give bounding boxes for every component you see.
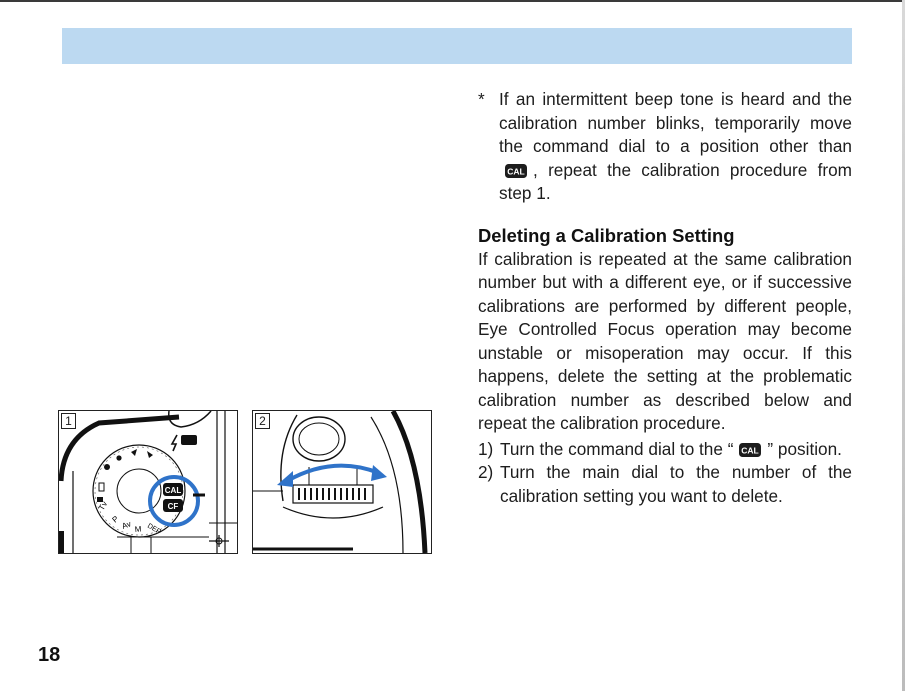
rotate-arrow-icon: [277, 465, 387, 487]
cal-icon-text: CAL: [741, 445, 760, 456]
cal-icon: [739, 443, 761, 457]
note-text-before: If an intermittent beep tone is heard and the calibration number blinks, temporarily move the command dial to a position other than: [499, 89, 852, 156]
note-text-after: , repeat the calibration procedure from step 1.: [499, 159, 852, 203]
dial-mark-m: M: [134, 524, 142, 534]
figure-main-dial: [252, 410, 432, 554]
step-number: 2): [478, 462, 494, 482]
page-number: 18: [38, 644, 61, 666]
flash-mode-icon: [181, 435, 197, 445]
step-text-after: ” position.: [767, 438, 842, 459]
cal-icon-text: CAL: [507, 166, 525, 177]
step-number: 1): [478, 438, 494, 459]
dial-mark-av: Av: [120, 519, 133, 531]
section-paragraph: If calibration is repeated at the same calibration number but with a different eye, or if successive calibrations are performed by different people, Eye Controlled Focus operation may become unstable or misoperation may occur. If this happens, delete the setting at the problematic calibration number as described below and repeat the calibration procedure.: [478, 248, 852, 433]
figure-label: 1: [61, 413, 76, 429]
cal-icon: [505, 164, 527, 178]
step-item: [478, 438, 852, 462]
figure-command-dial: [58, 410, 238, 554]
cf-mark-text: CF: [167, 502, 179, 511]
main-dial-illustration: [253, 411, 431, 553]
step-text: Turn the main dial to the number of the calibration setting you want to delete.: [500, 462, 852, 506]
steps-list: [478, 438, 852, 509]
step-item: [478, 461, 852, 508]
section-heading: Deleting a Calibration Setting: [478, 224, 735, 246]
warning-note: [478, 88, 852, 206]
figure-label: 2: [255, 413, 270, 429]
step-text-before: Turn the command dial to the “: [500, 438, 734, 459]
dial-mark-tv: Tv: [96, 499, 110, 512]
flash-icon: [172, 435, 177, 451]
note-marker: *: [478, 89, 485, 109]
header-band: [62, 28, 852, 64]
dial-mark-p: P: [110, 514, 121, 525]
command-dial-illustration: [59, 411, 237, 553]
dial-mark-dep: DEP: [146, 522, 162, 536]
cal-mark-text: CAL: [164, 486, 182, 495]
top-rule: [0, 0, 905, 2]
instruction-text: [478, 88, 852, 508]
